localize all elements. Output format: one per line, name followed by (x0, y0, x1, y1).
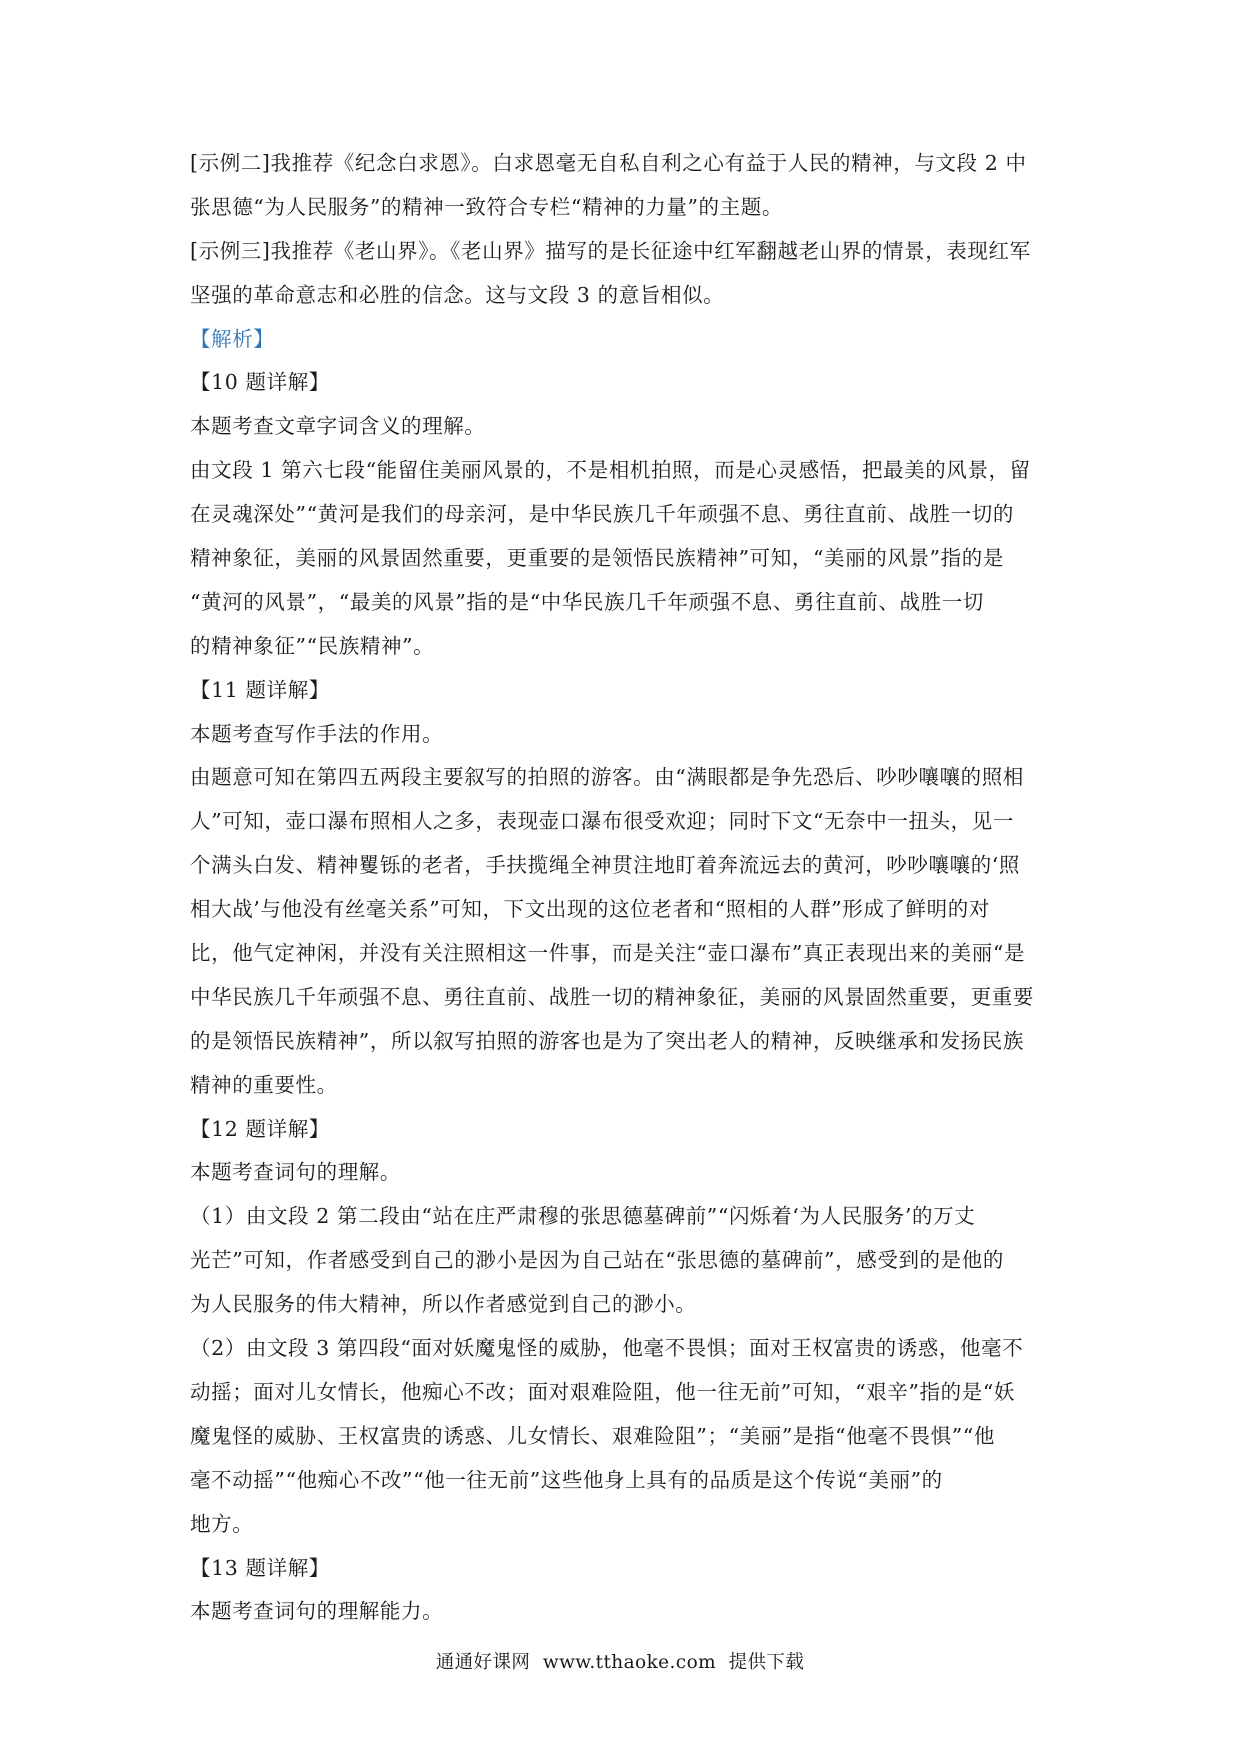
footer-site-name: 通通好课网 (435, 1652, 531, 1673)
q10-paragraph-line: 在灵魂深处”“黄河是我们的母亲河，是中华民族几千年顽强不息、勇往直前、战胜一切的 (190, 502, 1014, 527)
q12-topic: 本题考查词句的理解。 (190, 1160, 401, 1185)
q11-paragraph-line: 中华民族几千年顽强不息、勇往直前、战胜一切的精神象征，美丽的风景固然重要，更重要 (190, 984, 1034, 1009)
q11-heading: 【11 题详解】 (190, 677, 330, 702)
answer-example-2-line-1: [示例二]我推荐《纪念白求恩》。白求恩毫无自私自利之心有益于人民的精神，与文段 2 中 (190, 151, 1027, 175)
q12-part1-line: 光芒”可知，作者感受到自己的渺小是因为自己站在“张思德的墓碑前”，感受到的是他的 (190, 1248, 1004, 1273)
q12-part2-line: 地方。 (190, 1511, 254, 1536)
q13-heading: 【13 题详解】 (190, 1555, 330, 1580)
q12-part2-line: （2）由文段 3 第四段“面对妖魔鬼怪的威胁，他毫不畏惧；面对王权富贵的诱惑，他毫不 (190, 1336, 1024, 1361)
q12-part1-line: （1）由文段 2 第二段由“站在庄严肃穆的张思德墓碑前”“闪烁着‘为人民服务’的万丈 (190, 1204, 976, 1229)
q10-paragraph-line: 由文段 1 第六七段“能留住美丽风景的，不是相机拍照，而是心灵感悟，把最美的风景，留 (190, 458, 1031, 483)
q11-paragraph-line: 人”可知，壶口瀑布照相人之多，表现壶口瀑布很受欢迎；同时下文“无奈中一扭头，见一 (190, 809, 1014, 834)
q10-paragraph-line: 的精神象征”“民族精神”。 (190, 633, 435, 658)
q10-heading: 【10 题详解】 (190, 370, 330, 395)
q11-paragraph-line: 的是领悟民族精神”，所以叙写拍照的游客也是为了突出老人的精神，反映继承和发扬民族 (190, 1028, 1024, 1053)
q12-part2-line: 毫不动摇”“他痴心不改”“他一往无前”这些他身上具有的品质是这个传说“美丽”的 (190, 1467, 943, 1492)
answer-example-3-line-1: [示例三]我推荐《老山界》。《老山界》描写的是长征途中红军翻越老山界的情景，表现红军 (190, 238, 1031, 263)
answer-example-3-line-2: 坚强的革命意志和必胜的信念。这与文段 3 的意旨相似。 (190, 282, 725, 307)
q11-paragraph-line: 相大战’与他没有丝毫关系”可知，下文出现的这位老者和“照相的人群”形成了鲜明的对 (190, 897, 990, 922)
q12-part2-line: 魔鬼怪的威胁、王权富贵的诱惑、儿女情长、艰难险阻”；“美丽”是指“他毫不畏惧”“他 (190, 1423, 995, 1448)
q11-paragraph-line: 比，他气定神闲，并没有关注照相这一件事，而是关注“壶口瀑布”真正表现出来的美丽“是 (190, 941, 1026, 966)
q11-topic: 本题考查写作手法的作用。 (190, 721, 444, 746)
analysis-heading: 【解析】 (190, 326, 275, 351)
q12-heading: 【12 题详解】 (190, 1116, 330, 1141)
footer-url[interactable]: www.tthaoke.com (542, 1652, 717, 1673)
q11-paragraph-line: 个满头白发、精神矍铄的老者，手扶揽绳全神贯注地盯着奔流远去的黄河，吵吵嚷嚷的‘照 (190, 853, 1021, 878)
document-body (190, 142, 1070, 1634)
footer-note: 提供下载 (728, 1652, 805, 1673)
q10-paragraph-line: 精神象征，美丽的风景固然重要，更重要的是领悟民族精神”可知，“美丽的风景”指的是 (190, 546, 1004, 571)
q12-part1-line: 为人民服务的伟大精神，所以作者感觉到自己的渺小。 (190, 1292, 697, 1317)
page-footer (0, 1648, 1240, 1674)
q11-paragraph-line: 由题意可知在第四五两段主要叙写的拍照的游客。由“满眼都是争先恐后、吵吵嚷嚷的照相 (190, 765, 1024, 790)
q12-part2-line: 动摇；面对儿女情长，他痴心不改；面对艰难险阻，他一往无前”可知，“艰辛”指的是“妖 (190, 1379, 1016, 1404)
q10-topic: 本题考查文章字词含义的理解。 (190, 414, 486, 439)
q13-topic: 本题考查词句的理解能力。 (190, 1599, 444, 1624)
q11-paragraph-line: 精神的重要性。 (190, 1072, 338, 1097)
answer-example-2-line-2: 张思德“为人民服务”的精神一致符合专栏“精神的力量”的主题。 (190, 194, 783, 219)
q10-paragraph-line: “黄河的风景”，“最美的风景”指的是“中华民族几千年顽强不息、勇往直前、战胜一切 (190, 589, 984, 614)
